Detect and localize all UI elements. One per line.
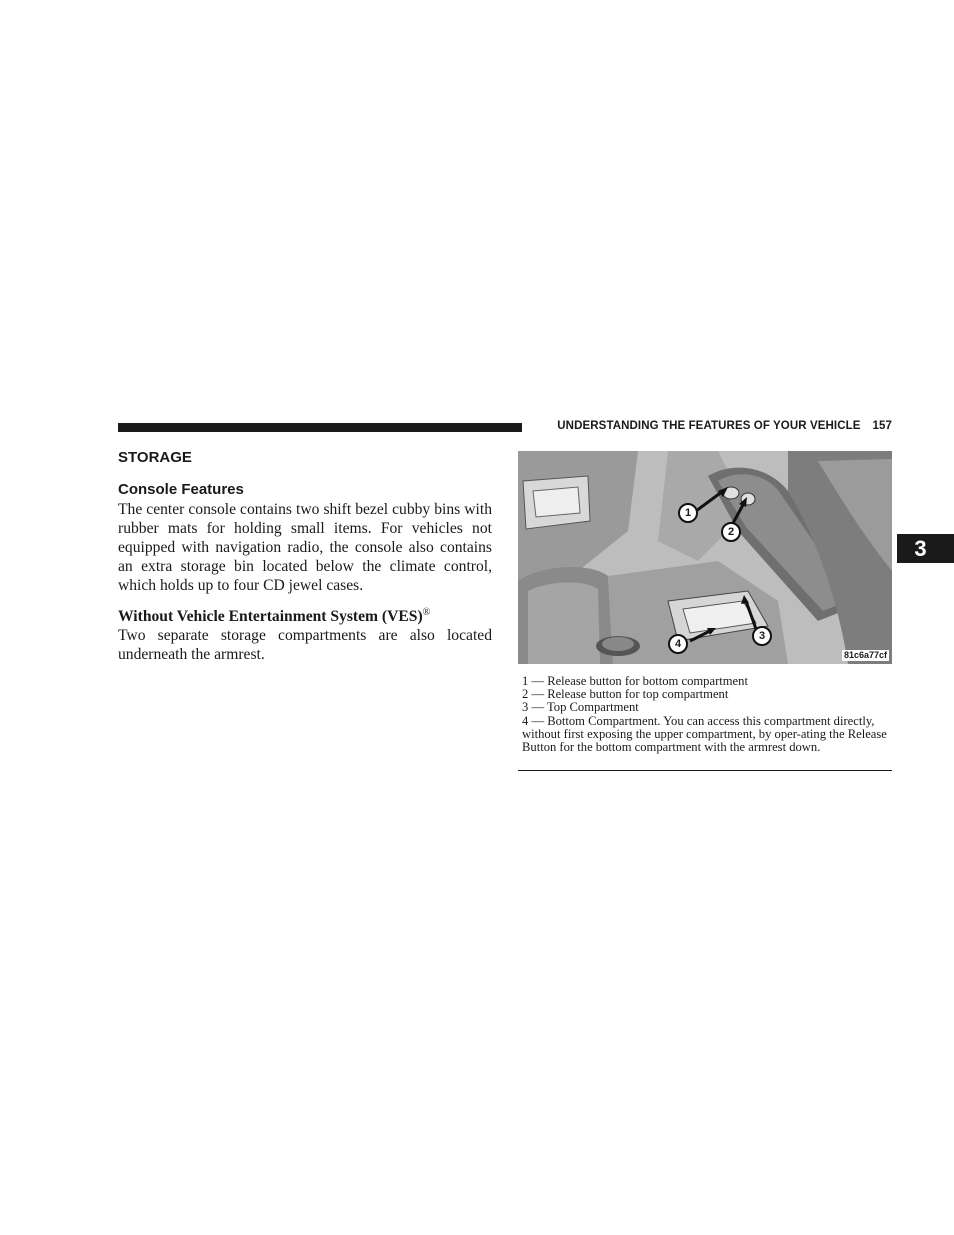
legend-item: 2 — Release button for top compartment <box>522 687 729 702</box>
callout-2: 2 <box>721 522 741 542</box>
console-drawing <box>518 451 892 664</box>
figure-legend <box>522 675 888 754</box>
figure-code: 81c6a77cf <box>843 650 887 660</box>
page-number: 157 <box>872 420 892 432</box>
armrest-paragraph: Two separate storage compartments are also located underneath the armrest. <box>118 627 492 664</box>
section-title: STORAGE <box>118 449 192 466</box>
callout-1: 1 <box>678 503 698 523</box>
legend-item: 3 — Top Compartment <box>522 700 639 715</box>
legend-item: 4 — Bottom Compartment. You can access this compartment directly, without first exposing the upper compartment, by oper-ating the Release Button for the bottom compartment with the armrest down. <box>522 713 887 755</box>
console-features-paragraph: The center console contains two shift bezel cubby bins with rubber mats for holding small items. For vehicles not equipped with navigation radio, the console also contains an extra storage bin located below the climate control, which holds up to four CD jewel cases. <box>118 501 492 594</box>
console-illustration <box>518 451 892 664</box>
ves-heading <box>118 603 492 626</box>
legend-item: 1 — Release button for bottom compartment <box>522 674 748 688</box>
chapter-tab: 3 <box>897 534 954 563</box>
ves-heading-text: Without Vehicle Entertainment System (VES) <box>118 608 423 626</box>
callout-4: 4 <box>668 634 688 654</box>
legend-rule <box>518 770 892 771</box>
running-title: UNDERSTANDING THE FEATURES OF YOUR VEHICLE <box>557 420 861 432</box>
callout-3: 3 <box>752 626 772 646</box>
body-text-column <box>118 448 492 672</box>
registered-mark: ® <box>422 607 431 618</box>
header-rule <box>118 423 522 432</box>
subsection-title: Console Features <box>118 481 244 498</box>
running-header <box>532 420 892 432</box>
